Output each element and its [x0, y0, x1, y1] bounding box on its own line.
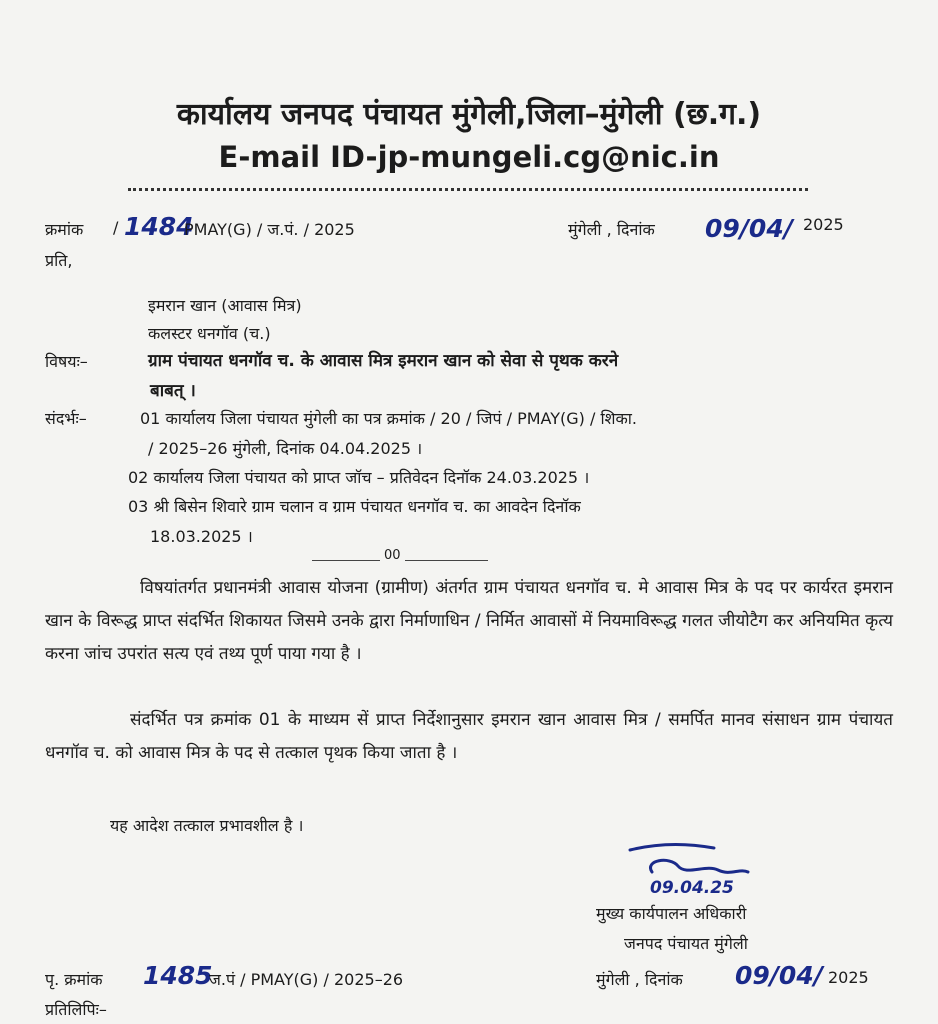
body-paragraph-3: यह आदेश तत्काल प्रभावशील है । — [110, 816, 304, 835]
ref-date-label: मुंगेली , दिनांक — [568, 220, 655, 239]
subject-label: विषयः– — [45, 352, 88, 371]
cc-label: प्रतिलिपिः– — [45, 1000, 107, 1019]
copy-number-handwritten: 1485 — [143, 961, 213, 990]
copy-year: 2025 — [828, 968, 869, 987]
ref-date-handwritten: 09/04/ — [705, 214, 793, 243]
office-email: E-mail ID-jp-mungeli.cg@nic.in — [218, 140, 720, 174]
ref-slash: / — [113, 218, 119, 237]
subject-line-2: बाबत् । — [150, 381, 196, 401]
header-divider — [128, 188, 808, 191]
ref-year: 2025 — [803, 215, 844, 234]
reference-3-line-1: 03 श्री बिसेन शिवारे ग्राम चलान व ग्राम पंचायत धनगॉव च. का आवदेन दिनॉक — [128, 497, 581, 516]
references-label: संदर्भः– — [45, 409, 87, 428]
signatory-designation: मुख्य कार्यपालन अधिकारी — [596, 904, 747, 923]
ref-label: क्रमांक — [45, 220, 84, 239]
recipient-name: इमरान खान (आवास मित्र) — [148, 296, 302, 315]
section-divider-label: 00 — [380, 548, 405, 563]
ref-suffix: PMAY(G) / ज.पं. / 2025 — [184, 220, 355, 239]
copy-date-label: मुंगेली , दिनांक — [596, 970, 683, 989]
reference-3-line-2: 18.03.2025 । — [150, 527, 253, 546]
body-paragraph-2: संदर्भित पत्र क्रमांक 01 के माध्यम सें प्राप्त निर्देशानुसार इमरान खान आवास मित्र / समर्पित मानव संसाधन ग्राम पंचायत धनगॉव च. को आवास मित्र के पद से तत्काल पृथक किया जाता है । — [45, 710, 893, 763]
reference-2: 02 कार्यालय जिला पंचायत को प्राप्त जॉच – प्रतिवेदन दिनॉक 24.03.2025 । — [128, 468, 590, 487]
body-paragraph-1: विषयांतर्गत प्रधानमंत्री आवास योजना (ग्रामीण) अंतर्गत ग्राम पंचायत धनगॉव च. मे आवास मित्र के पद पर कार्यरत इमरान खान के विरूद्ध प्राप्त संदर्भित शिकायत जिसमे उनके द्वारा निर्माणाधिन / निर्मित आवासों में नियमाविरूद्ध गलत जीयोटैग कर अनियमित कृत्य करना जांच उपरांत सत्य एवं तथ्य पूर्ण पाया गया है । — [45, 578, 893, 664]
reference-1-line-1: 01 कार्यालय जिला पंचायत मुंगेली का पत्र क्रमांक / 20 / जिपं / PMAY(G) / शिका. — [140, 409, 638, 428]
copy-ref-suffix: ज.पं / PMAY(G) / 2025–26 — [209, 970, 404, 989]
office-title: कार्यालय जनपद पंचायत मुंगेली,जिला–मुंगेली (छ.ग.) — [176, 97, 762, 132]
signature-date: 09.04.25 — [650, 878, 734, 898]
subject-line-1: ग्राम पंचायत धनगॉव च. के आवास मित्र इमरान खान को सेवा से पृथक करने — [148, 351, 619, 371]
recipient-cluster: कलस्टर धनगॉव (च.) — [148, 324, 271, 343]
copy-date-handwritten: 09/04/ — [735, 961, 823, 990]
copy-ref-label: पृ. क्रमांक — [45, 970, 103, 989]
ref-number-handwritten: 1484 — [124, 212, 194, 241]
to-label: प्रति, — [45, 251, 73, 270]
signatory-office: जनपद पंचायत मुंगेली — [624, 934, 748, 953]
reference-1-line-2: / 2025–26 मुंगेली, दिनांक 04.04.2025 । — [148, 439, 423, 458]
